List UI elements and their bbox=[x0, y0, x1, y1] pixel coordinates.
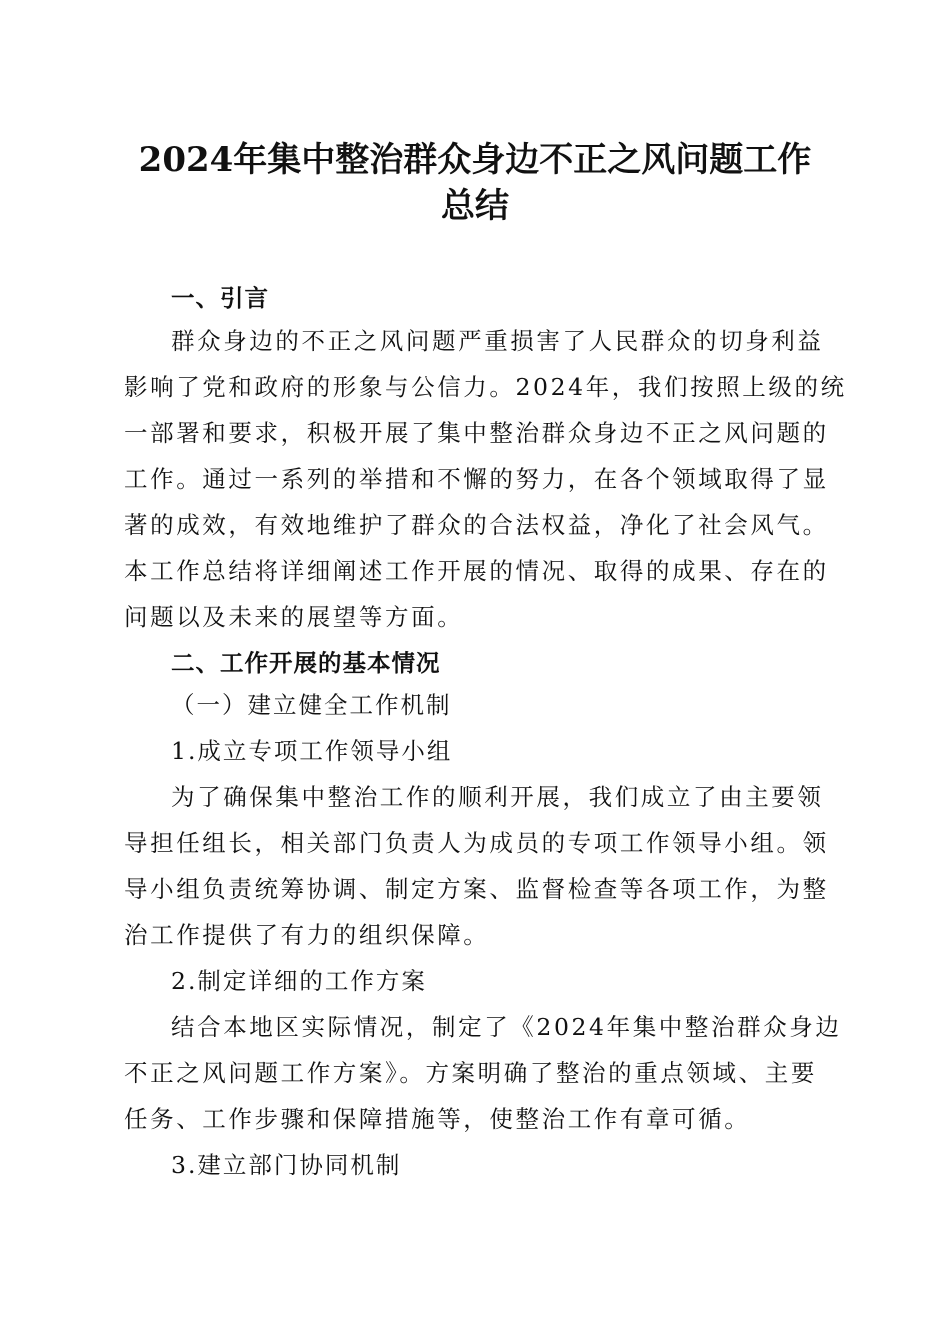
paragraph-line: 问题以及未来的展望等方面。 bbox=[124, 603, 464, 631]
paragraph-line: 工作。通过一系列的举措和不懈的努力，在各个领域取得了显 bbox=[124, 465, 829, 493]
paragraph-line: 本工作总结将详细阐述工作开展的情况、取得的成果、存在的 bbox=[124, 557, 829, 585]
paragraph-line: 群众身边的不正之风问题严重损害了人民群众的切身利益 bbox=[171, 327, 824, 355]
paragraph-line: 导担任组长，相关部门负责人为成员的专项工作领导小组。领 bbox=[124, 829, 829, 857]
paragraph-line: 任务、工作步骤和保障措施等，使整治工作有章可循。 bbox=[124, 1105, 751, 1133]
paragraph-line: 导小组负责统筹协调、制定方案、监督检查等各项工作，为整 bbox=[124, 875, 829, 903]
paragraph-line: 治工作提供了有力的组织保障。 bbox=[124, 921, 490, 949]
paragraph-line: 不正之风问题工作方案》。方案明确了整治的重点领域、主要 bbox=[124, 1059, 817, 1087]
paragraph-line: 为了确保集中整治工作的顺利开展，我们成立了由主要领 bbox=[171, 783, 824, 811]
paragraph-line: 著的成效，有效地维护了群众的合法权益，净化了社会风气。 bbox=[124, 511, 829, 539]
section-heading-intro: 一、引言 bbox=[171, 284, 269, 312]
paragraph-line: 结合本地区实际情况，制定了《2024年集中整治群众身边 bbox=[171, 1013, 842, 1041]
item-heading: 3.建立部门协同机制 bbox=[171, 1151, 402, 1179]
document-title-line-1: 2024年集中整治群众身边不正之风问题工作 bbox=[138, 140, 812, 180]
section-heading-basic-situation: 二、工作开展的基本情况 bbox=[171, 649, 441, 677]
paragraph-line: 一部署和要求，积极开展了集中整治群众身边不正之风问题的 bbox=[124, 419, 829, 447]
item-heading: 1.成立专项工作领导小组 bbox=[171, 737, 453, 765]
paragraph-line: 影响了党和政府的形象与公信力。2024年，我们按照上级的统 bbox=[124, 373, 847, 401]
document-title-line-2: 总结 bbox=[441, 186, 509, 226]
subsection-heading: （一）建立健全工作机制 bbox=[171, 691, 452, 719]
item-heading: 2.制定详细的工作方案 bbox=[171, 967, 427, 995]
